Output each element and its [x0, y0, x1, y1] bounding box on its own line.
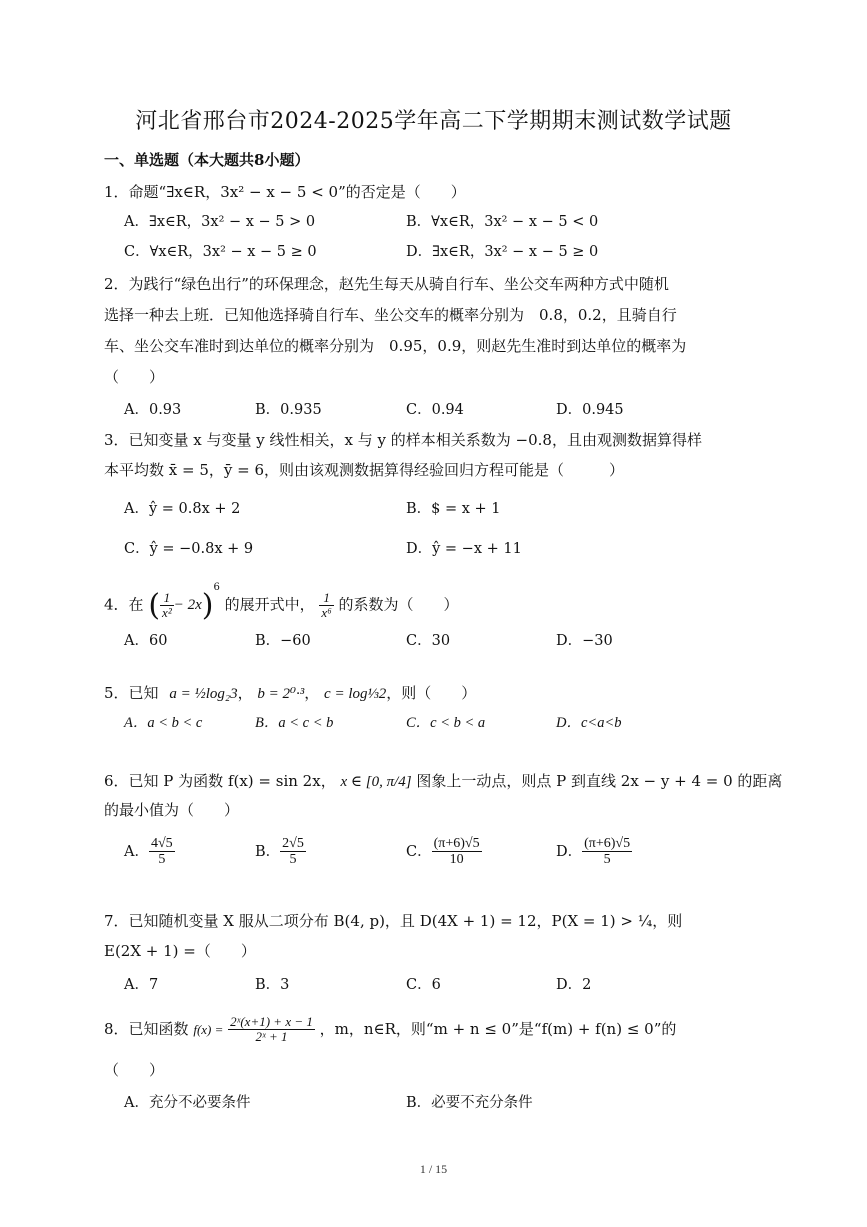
binomial-power: 6 [213, 581, 220, 593]
question-5-post: ，则（ ） [386, 684, 477, 702]
question-1-option-c: C．∀x∈R，3x² − x − 5 ≥ 0 [124, 244, 317, 260]
question-4-option-c: C．30 [406, 633, 451, 649]
question-5-option-b: B．a < c < b [255, 715, 334, 731]
question-7-option-d: D．2 [556, 977, 592, 993]
question-4-option-b: B．−60 [255, 633, 311, 649]
question-8-post: ，m，n∈R，则“m + n ≤ 0”是“f(m) + f(n) ≤ 0”的 [319, 1019, 677, 1038]
question-4-mid: 的展开式中， [224, 595, 315, 614]
question-4-option-a: A．60 [124, 633, 168, 649]
question-2-line-3: 车、坐公交车准时到达单位的概率分别为 0.95，0.9，则赵先生准时到达单位的概率为 [104, 337, 687, 355]
question-3-option-d: D．ŷ = −x + 11 [406, 541, 522, 557]
binomial-rest: − 2x [173, 597, 202, 613]
question-8-option-b: B．必要不充分条件 [406, 1095, 533, 1111]
question-6-option-a: A． $\frac{4√5}{5}$ [124, 836, 173, 868]
page-number: 1 / 15 [419, 1162, 448, 1176]
binomial-fraction: $\frac{1}{\text{x²}}$ [162, 589, 172, 620]
question-3-line-2: 本平均数 x̄ = 5，ȳ = 6，则由该观测数据算得经验回归方程可能是（ ） [104, 461, 625, 479]
question-2-option-d: D．0.945 [556, 402, 624, 418]
question-6-option-d: D． $\frac{(\pi+6)√5}{5}$ [556, 836, 631, 868]
question-6-part-a: 6．已知 P 为函数 f(x) = sin 2x， [104, 772, 336, 790]
question-8-option-a: A．充分不必要条件 [124, 1095, 251, 1111]
question-4-stem [104, 581, 459, 623]
question-2-line-1: 2．为践行“绿色出行”的环保理念，赵先生每天从骑自行车、坐公交车两种方式中随机 [104, 275, 669, 293]
question-1-stem: 1．命题“∃x∈R，3x² − x − 5 < 0”的否定是（ ） [104, 183, 466, 201]
question-3-option-a: A．ŷ = 0.8x + 2 [124, 501, 241, 517]
question-2-line-4: （ ） [104, 368, 165, 386]
question-2-option-a: A．0.93 [124, 402, 182, 418]
question-7-option-a: A．7 [124, 977, 159, 993]
question-8-prefix: 8．已知函数 [104, 1019, 189, 1038]
question-3-option-b: B．$ = x + 1 [406, 501, 501, 517]
question-7-line-2: E(2X + 1) =（ ） [104, 942, 256, 960]
term-fraction: $\frac{1}{\text{x⁶}}$ [321, 589, 332, 620]
question-5-b: b = 2⁰·³ [257, 686, 305, 702]
question-5-stem: 5．已知 a = ½log₂3， b = 2⁰·³， c = log⅓2，则（ ） [104, 684, 477, 702]
question-3-option-c: C．ŷ = −0.8x + 9 [124, 541, 254, 557]
question-5-option-c: C．c < b < a [406, 715, 486, 731]
question-5-a: a = ½log₂3 [169, 686, 238, 702]
page-title: 河北省邢台市2024-2025学年高二下学期期末测试数学试题 [135, 109, 732, 134]
right-paren: ) [201, 588, 214, 623]
left-paren: ( [148, 588, 161, 623]
question-5-option-a: A．a < b < c [124, 715, 203, 731]
question-1-option-b: B．∀x∈R，3x² − x − 5 < 0 [406, 214, 599, 230]
question-8-line-2: （ ） [104, 1061, 165, 1079]
question-1-option-a: A．∃x∈R，3x² − x − 5 > 0 [124, 214, 316, 230]
section-heading: 一、单选题（本大题共8小题） [104, 151, 310, 169]
question-6-line-1 [104, 770, 782, 791]
question-4-prefix: 4．在 [104, 595, 144, 614]
question-6-option-c: C． $\frac{(\pi+6)√5}{10}$ [406, 836, 480, 868]
question-5-prefix: 5．已知 [104, 684, 159, 702]
question-6-interval: x ∈ [0, π/4] [340, 774, 412, 790]
question-7-option-c: C．6 [406, 977, 441, 993]
function-fraction: $\frac{\text{2ˣ(x+1) + x − 1}}{\text{2ˣ + 1}}$ [230, 1014, 313, 1045]
question-2-line-2: 选择一种去上班．已知他选择骑自行车、坐公交车的概率分别为 0.8，0.2，且骑自行 [104, 306, 677, 324]
question-5-c: c = log⅓2 [324, 686, 387, 702]
question-6-option-b: B． $\frac{2√5}{5}$ [255, 836, 304, 868]
question-3-line-1: 3．已知变量 x 与变量 y 线性相关，x 与 y 的样本相关系数为 −0.8，且由观测数据算得样 [104, 431, 702, 449]
question-1-option-d: D．∃x∈R，3x² − x − 5 ≥ 0 [406, 244, 599, 260]
question-4-option-d: D．−30 [556, 633, 613, 649]
question-2-option-c: C．0.94 [406, 402, 464, 418]
question-8-line-1 [104, 1015, 676, 1045]
question-6-line-2: 的最小值为（ ） [104, 801, 240, 819]
question-7-line-1: 7．已知随机变量 X 服从二项分布 B(4, p)，且 D(4X + 1) = 12，P(X = 1) > ¼，则 [104, 912, 683, 930]
function-lhs: f(x) = [193, 1021, 224, 1037]
question-2-option-b: B．0.935 [255, 402, 322, 418]
question-5-option-d: D．c<a<b [556, 715, 622, 731]
question-6-part-b: 图象上一动点，则点 P 到直线 2x − y + 4 = 0 的距离 [416, 772, 783, 790]
question-4-post: 的系数为（ ） [338, 595, 459, 614]
question-7-option-b: B．3 [255, 977, 290, 993]
